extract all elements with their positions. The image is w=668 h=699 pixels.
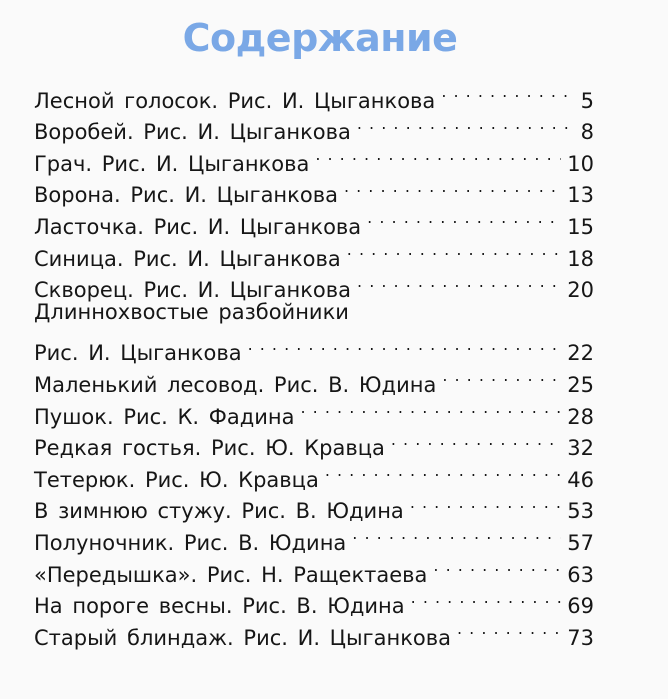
dot-leader (411, 582, 562, 614)
toc-entry-title: В зимнюю стужу. Рис. В. Юдина (34, 499, 404, 524)
dot-leader (410, 487, 561, 519)
toc-page-number: 22 (567, 341, 594, 366)
toc-entry-title: Скворец. Рис. И. Цыганкова (34, 278, 352, 303)
toc-page-number: 73 (567, 625, 594, 650)
toc-page-number: 46 (567, 467, 594, 492)
toc-entry-title: «Передышка». Рис. Н. Ращектаева (34, 562, 428, 587)
dot-leader (325, 455, 561, 487)
toc-page-number: 20 (567, 278, 594, 303)
page-title: Содержание (182, 16, 458, 60)
dot-leader (367, 202, 561, 234)
toc-page-number: 18 (567, 246, 594, 271)
toc-entry-title: Рис. И. Цыганкова (34, 341, 242, 366)
toc-entry-title: Лесной голосок. Рис. И. Цыганкова (34, 88, 436, 113)
dot-leader (344, 171, 561, 203)
dot-leader (352, 518, 561, 550)
table-of-contents (34, 76, 594, 650)
toc-page-number: 28 (567, 404, 594, 429)
toc-page-number: 5 (580, 88, 594, 113)
toc-page-number: 15 (567, 214, 594, 239)
toc-entry-title: Тетерюк. Рис. Ю. Кравца (34, 467, 319, 492)
toc-page-number: 25 (567, 372, 594, 397)
toc-entry-title: Ласточка. Рис. И. Цыганкова (34, 214, 362, 239)
toc-entry-title: Маленький лесовод. Рис. В. Юдина (34, 372, 437, 397)
dot-leader (347, 234, 562, 266)
toc-page-number: 57 (567, 530, 594, 555)
toc-entry-title: Синица. Рис. И. Цыганкова (34, 246, 341, 271)
dot-leader (433, 550, 561, 582)
toc-page-number: 10 (567, 151, 594, 176)
toc-entry (34, 76, 594, 113)
dot-leader (315, 139, 561, 171)
toc-entry-title: Грач. Рис. И. Цыганкова (34, 151, 310, 176)
toc-page-number: 32 (567, 436, 594, 461)
toc-page-number: 8 (580, 120, 594, 145)
dot-leader (248, 329, 562, 361)
toc-entry-title: Длиннохвостые разбойники (34, 300, 349, 325)
toc-entry-title-line (34, 297, 594, 329)
toc-entry-title: Старый блиндаж. Рис. И. Цыганкова (34, 625, 451, 650)
toc-page-number: 63 (567, 562, 594, 587)
toc-entry (34, 329, 594, 366)
toc-entry-title: Пушок. Рис. К. Фадина (34, 404, 295, 429)
toc-entry-title: Редкая гостья. Рис. Ю. Кравца (34, 436, 385, 461)
dot-leader (391, 424, 561, 456)
dot-leader (441, 76, 574, 108)
toc-entry-title: Полуночник. Рис. В. Юдина (34, 530, 347, 555)
dot-leader (357, 266, 561, 298)
toc-page-number: 13 (567, 183, 594, 208)
toc-entry-title: Воробей. Рис. И. Цыганкова (34, 120, 351, 145)
dot-leader (442, 360, 561, 392)
dot-leader (457, 613, 561, 645)
dot-leader (301, 392, 562, 424)
toc-entry-title: Ворона. Рис. И. Цыганкова (34, 183, 338, 208)
toc-entry-title: На пороге весны. Рис. В. Юдина (34, 594, 405, 619)
toc-page-number: 69 (567, 594, 594, 619)
dot-leader (357, 108, 575, 140)
toc-page-number: 53 (567, 499, 594, 524)
